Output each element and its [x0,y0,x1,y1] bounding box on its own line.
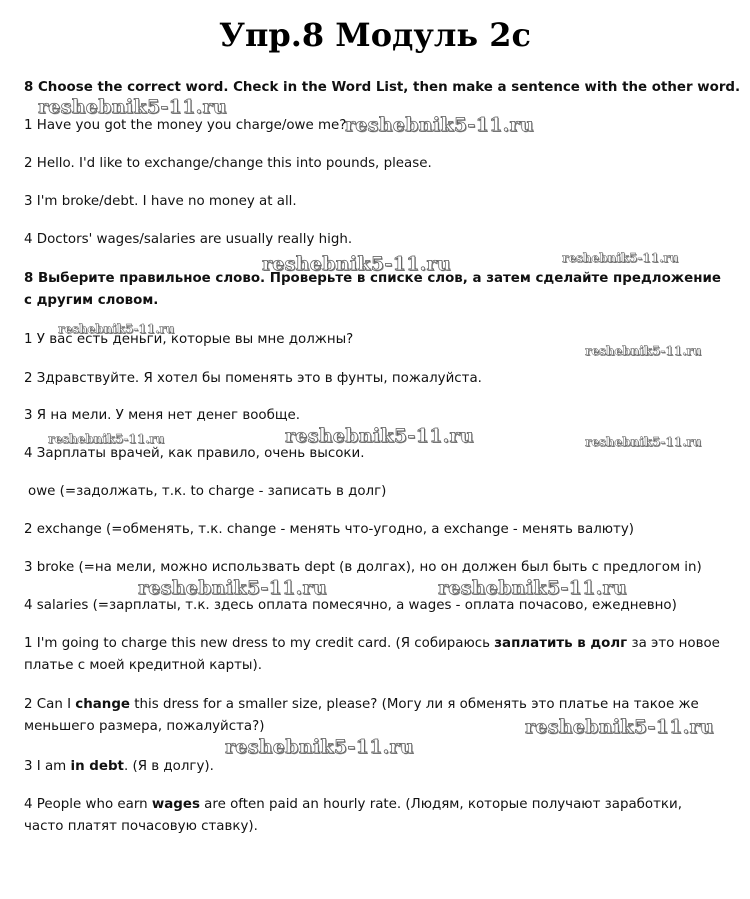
task-en-item-1: 1 Have you got the money you charge/owe me? [24,118,347,133]
sentence-1-rest: за это новое платье с моей кредитной карты). [24,636,720,673]
watermark: reshebnik5-11.ru [48,432,165,446]
watermark: reshebnik5-11.ru [585,435,702,449]
sentence-4 [24,794,724,838]
watermark: reshebnik5-11.ru [525,716,714,738]
sentence-2-text: 2 Can I [24,697,76,712]
task-en-item-2: 2 Hello. I'd like to exchange/change this into pounds, please. [24,156,432,171]
page-title: Упр.8 Модуль 2с [218,16,532,54]
answer-3: 3 broke (=на мели, можно использвать dept (в долгах), но он должен был быть с предлогом in) [24,560,702,575]
task-ru-item-1: 1 У вас есть деньги, которые вы мне должны? [24,332,354,347]
sentence-1-text: 1 I'm going to charge this new dress to my credit card. (Я собираюсь [24,636,495,651]
sentence-3-text: 3 I am [24,759,71,774]
answer-2: 2 exchange (=обменять, т.к. change - менять что-угодно, а exchange - менять валюту) [24,522,634,537]
sentence-4-text: 4 People who earn [24,797,152,812]
sentence-2-bold: change [75,697,130,712]
task-en-item-4: 4 Doctors' wages/salaries are usually really high. [24,232,353,247]
watermark: reshebnik5-11.ru [225,736,414,758]
sentence-3-rest: . (Я в долгу). [123,759,214,774]
watermark: reshebnik5-11.ru [138,577,327,599]
answer-4: 4 salaries (=зарплаты, т.к. здесь оплата помесячно, а wages - оплата почасово, ежедневно) [24,598,677,613]
task-ru-item-4: 4 Зарплаты врачей, как правило, очень высоки. [24,446,365,461]
watermark: reshebnik5-11.ru [38,96,227,118]
watermark: reshebnik5-11.ru [262,253,451,275]
sentence-1-bold: заплатить в долг [494,636,628,651]
sentence-2-rest: this dress for a smaller size, please? (Могу ли я обменять это платье на такое же меньшего размера, пожалуйста?) [24,697,699,734]
task-ru-item-2: 2 Здравствуйте. Я хотел бы поменять это в фунты, пожалуйста. [24,371,482,386]
watermark: reshebnik5-11.ru [285,425,474,447]
watermark: reshebnik5-11.ru [562,251,679,265]
watermark: reshebnik5-11.ru [345,114,534,136]
sentence-3-bold: in debt [70,759,124,774]
answer-1: owe (=задолжать, т.к. to charge - записать в долг) [28,484,387,499]
watermark: reshebnik5-11.ru [58,322,175,336]
watermark: reshebnik5-11.ru [438,577,627,599]
sentence-4-bold: wages [151,797,200,812]
task-ru-item-3: 3 Я на мели. У меня нет денег вообще. [24,408,300,423]
sentence-4-rest: are often paid an hourly rate. (Людям, которые получают заработки, часто платят почасовую ставку). [24,797,682,834]
watermark: reshebnik5-11.ru [585,344,702,358]
task-en-heading: 8 Choose the correct word. Check in the Word List, then make a sentence with the other word. [24,80,741,95]
task-en-item-3: 3 I'm broke/debt. I have no money at all. [24,194,297,209]
sentence-3 [24,756,724,778]
task-ru-heading: 8 Выберите правильное слово. Проверьте в списке слов, а затем сделайте предложение с другим словом. [24,271,721,308]
sentence-1 [24,633,724,677]
